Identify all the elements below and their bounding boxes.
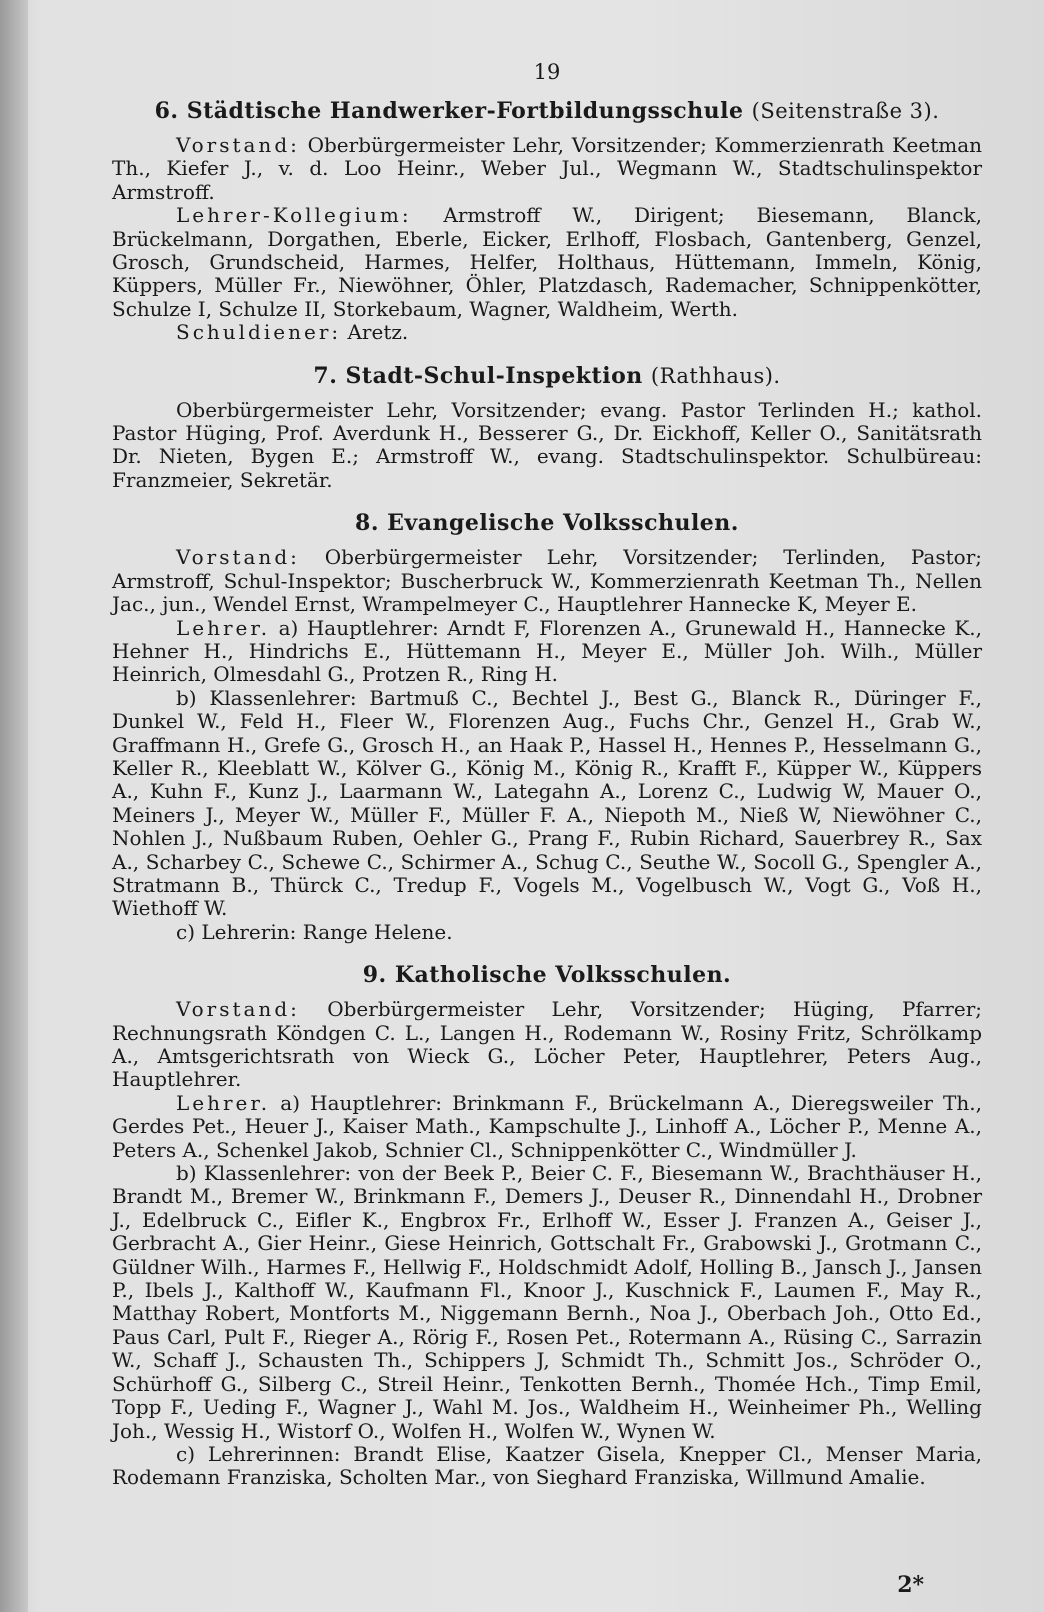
paragraph-text: b) Klassenlehrer: von der Beek P., Beier C. F., Biesemann W., Brachthäuser H., Brandt M., Bremer W., Brinkmann F., Demers J., Deuser R., Dinnendahl H., Drobner J., Edelbruck C., Eifler K., Engbrox Fr., Erlhoff W., Esser J. Franzen A., Geiser J., Gerbracht A., Gier Heinr., Giese Heinrich, Gottschalt Fr., Grabowski J., Grotmann C., Güldner Wilh., Harmes F., Hellwig F., Holdschmidt Adolf, Holling B., Jansch J., Jansen P., Ibels J., Kalthoff W., Kaufmann Fl., Knoor J., Kuschnick F., Laumen F., May R., Matthay Robert, Montforts M., Niggemann Bernh., Noa J., Oberbach Joh., Otto Ed., Paus Carl, Pult F., Rieger A., Rörig F., Rosen Pet., Rotermann A., Rüsing C., Sarrazin W., Schaff J., Schausten Th., Schippers J, Schmidt Th., Schmitt Jos., Schröder O., Schürhoff G., Silberg C., Streil Heinr., Tenkotten Bernh., Thomée Hch., Timp Emil, Topp F., Ueding F., Wagner J., Wahl M. Jos., Waldheim H., Weinheimer Ph., Welling Joh., Wessig H., Wistorf O., Wolfen H., Wolfen W., Wynen W. (112, 1161, 982, 1443)
section-handwerker-fortbildungsschule (112, 98, 982, 345)
paragraph-vorstand (112, 998, 982, 1092)
section-location: (Rathhaus). (650, 363, 781, 388)
section-heading (112, 510, 982, 536)
section-heading (112, 962, 982, 988)
paragraph-text: a) Hauptlehrer: Brinkmann F., Brückelmann A., Dieregsweiler Th., Gerdes Pet., Heuer J., Kaiser Math., Kampschulte J., Linhoff A., Löcher P., Menne A., Peters A., Schenkel Jakob, Schnier Cl., Schnippenkötter C., Windmüller J. (112, 1090, 982, 1162)
paragraph-vorstand (112, 546, 982, 616)
section-evangelische-volksschulen (112, 510, 982, 944)
paragraph-text: a) Hauptlehrer: Arndt F, Florenzen A., Grunewald H., Hannecke K., Hehner H., Hindrichs E., Hüttemann H., Meyer E., Müller Joh. Wilh., Müller Heinrich, Olmesdahl G., Protzen R., Ring H. (112, 615, 982, 687)
paragraph-vorstand (112, 134, 982, 204)
paragraph-klassenlehrer (112, 687, 982, 921)
paragraph-label: Lehrer. (176, 1090, 271, 1115)
page-number: 19 (533, 60, 561, 84)
paragraph-label: Lehrer-Kollegium: (176, 203, 412, 228)
section-title: 9. Katholische Volksschulen. (362, 962, 732, 989)
paragraph-lehrerinnen (112, 1443, 982, 1490)
paragraph-text: Armstroff W., Dirigent; Biesemann, Blanck, Brückelmann, Dorgathen, Eberle, Eicker, Erlhoff, Flosbach, Gantenberg, Genzel, Grosch, Grundscheid, Harmes, Helfer, Holthaus, Hüttemann, Immeln, König, Küppers, Müller Fr., Niewöhner, Öhler, Platzdasch, Rademacher, Schnippenkötter, Schulze I, Schulze II, Storkebaum, Wagner, Waldheim, Werth. (112, 203, 982, 321)
paragraph-label: Lehrer. (176, 615, 271, 640)
paragraph-label: Vorstand: (176, 545, 300, 570)
paragraph-hauptlehrer (112, 1092, 982, 1162)
paragraph-text: Oberbürgermeister Lehr, Vorsitzender; Hüging, Pfarrer; Rechnungsrath Köndgen C. L., Langen H., Rodemann W., Rosiny Fritz, Schrölkamp A., Amtsgerichtsrath von Wieck G., Löcher Peter, Hauptlehrer, Peters Aug., Hauptlehrer. (112, 997, 982, 1092)
signature-mark: 2* (897, 1572, 924, 1598)
paragraph-text: b) Klassenlehrer: Bartmuß C., Bechtel J., Best G., Blanck R., Düringer F., Dunkel W., Feld H., Fleer W., Florenzen Aug., Fuchs Chr., Genzel H., Grab W., Graffmann H., Grefe G., Grosch H., an Haak P., Hassel H., Hennes P., Hesselmann G., Keller R., Kleeblatt W., Kölver G., König M., König R., Krafft F., Küpper W., Küppers A., Kuhn F., Kunz J., Laarmann W., Lategahn A., Lorenz C., Ludwig W, Mauer O., Meiners J., Meyer W., Müller F., Müller F. A., Niepoth M., Nieß W, Niewöhner C., Nohlen J., Nußbaum Ruben, Oehler G., Prang F., Rubin Richard, Sauerbrey R., Sax A., Scharbey C., Schewe C., Schirmer A., Schug C., Seuthe W., Socoll G., Spengler A., Stratmann B., Thürck C., Tredup F., Vogels M., Vogelbusch W., Vogt G., Voß H., Wiethoff W. (112, 685, 982, 921)
section-heading (112, 98, 982, 124)
paragraph-hauptlehrer (112, 617, 982, 687)
paragraph-label: Vorstand: (176, 133, 300, 157)
paragraph-text: c) Lehrerin: Range Helene. (176, 919, 453, 944)
section-stadt-schul-inspektion (112, 363, 982, 493)
paragraph-label: Vorstand: (176, 997, 300, 1022)
section-title: 8. Evangelische Volksschulen. (355, 510, 739, 537)
section-title: 6. Städtische Handwerker-Fortbildungsschule (154, 98, 744, 124)
section-title: 7. Stadt-Schul-Inspektion (313, 362, 643, 389)
paragraph-text: Oberbürgermeister Lehr, Vorsitzender; Terlinden, Pastor; Armstroff, Schul-Inspektor; Buscherbruck W., Kommerzienrath Keetman Th., Nellen Jac., jun., Wendel Ernst, Wrampelmeyer C., Hauptlehrer Hannecke K, Meyer E. (112, 545, 982, 617)
paragraph-text: c) Lehrerinnen: Brandt Elise, Kaatzer Gisela, Knepper Cl., Menser Maria, Rodemann Franziska, Scholten Mar., von Sieghard Franziska, Willmund Amalie. (112, 1441, 982, 1490)
paragraph-klassenlehrer (112, 1162, 982, 1443)
paragraph-text: Aretz. (341, 320, 409, 345)
section-location: (Seitenstraße 3). (751, 99, 940, 123)
section-heading (112, 363, 982, 389)
section-katholische-volksschulen (112, 962, 982, 1490)
paragraph-inspektion-members (112, 399, 982, 493)
binding-gutter (0, 0, 28, 1612)
paragraph-text: Oberbürgermeister Lehr, Vorsitzender; evang. Pastor Terlinden H.; kathol. Pastor Hüging, Prof. Averdunk H., Besserer G., Dr. Eickhoff, Keller O., Sanitätsrath Dr. Nieten, Bygen E.; Armstroff W., evang. Stadtschulinspektor. Schulbüreau: Franzmeier, Sekretär. (112, 397, 982, 492)
paragraph-lehrerin (112, 921, 982, 944)
paragraph-lehrer-kollegium (112, 204, 982, 321)
paragraph-schuldiener (112, 321, 982, 344)
paragraph-text: Oberbürgermeister Lehr, Vorsitzender; Kommerzienrath Keetman Th., Kiefer J., v. d. Loo Heinr., Weber Jul., Wegmann W., Stadtschulinspektor Armstroff. (112, 133, 982, 204)
paragraph-label: Schuldiener: (176, 320, 342, 345)
